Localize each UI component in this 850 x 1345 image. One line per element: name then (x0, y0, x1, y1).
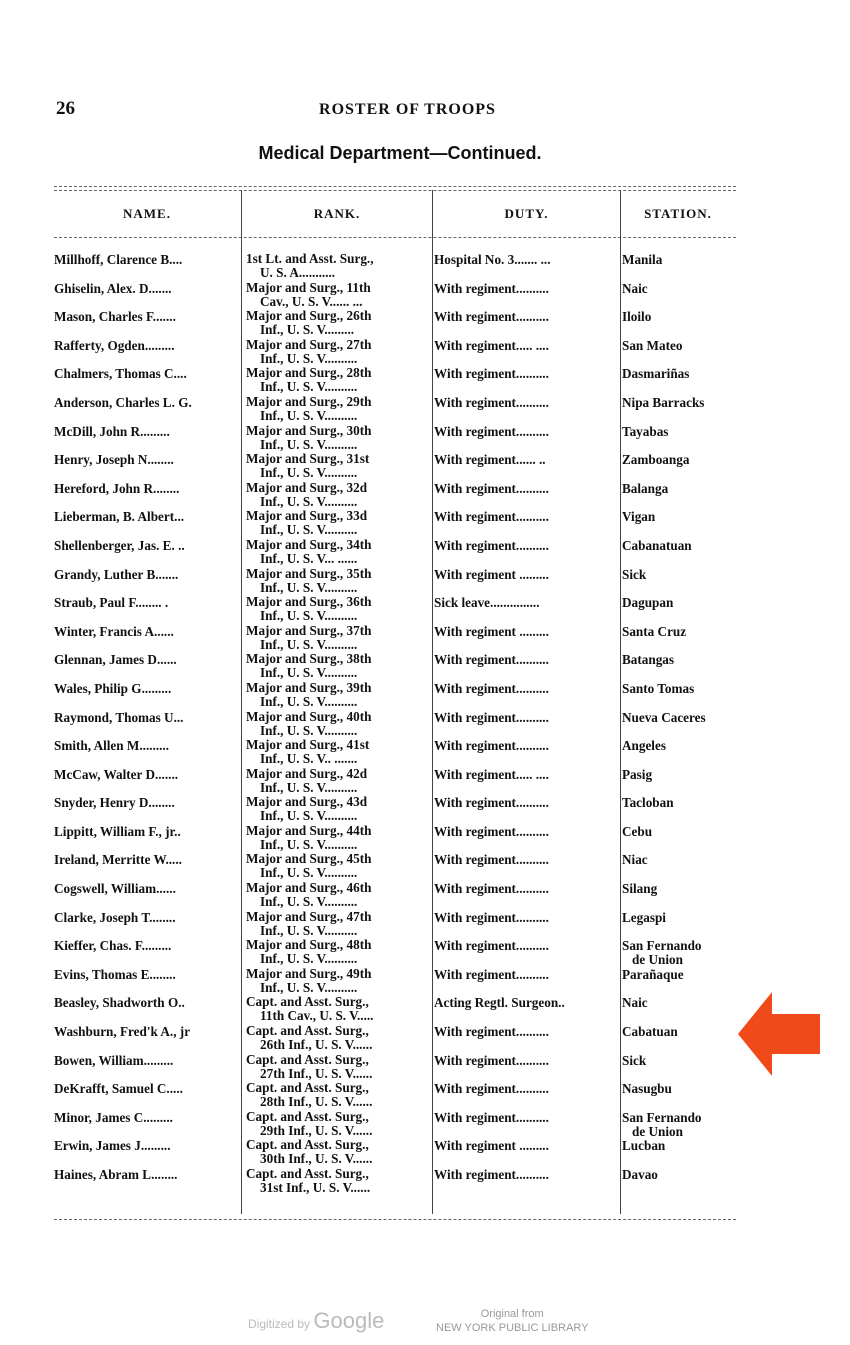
cell-rank (246, 481, 432, 509)
cell-rank (246, 995, 432, 1023)
cell-rank (246, 938, 432, 966)
google-logo: Google (313, 1308, 385, 1333)
cell-station (622, 1168, 754, 1182)
digitized-label: Digitized by (248, 1317, 311, 1331)
rank-line-1: Capt. and Asst. Surg., (246, 1024, 369, 1039)
rank-line-1: Capt. and Asst. Surg., (246, 995, 369, 1010)
table-row (54, 1053, 754, 1082)
station-line-1: Nasugbu (622, 1081, 672, 1097)
cell-rank (246, 710, 432, 738)
station-line-1: Vigan (622, 509, 656, 525)
table-row (54, 567, 754, 596)
rank-line-2: Cav., U. S. V...... ... (260, 293, 363, 309)
table-row (54, 995, 754, 1024)
cell-station (622, 853, 754, 867)
cell-rank (246, 595, 432, 623)
roster-table (54, 252, 754, 1196)
table-row (54, 624, 754, 653)
station-line-1: Cabatuan (622, 1024, 678, 1040)
station-line-2: de Union (632, 952, 683, 968)
running-head: ROSTER OF TROOPS (319, 101, 496, 118)
cell-rank (246, 252, 432, 280)
station-line-1: Tacloban (622, 795, 674, 811)
cell-rank (246, 881, 432, 909)
rank-line-2: 31st Inf., U. S. V...... (260, 1180, 371, 1195)
cell-station (622, 968, 754, 982)
station-line-1: Parañaque (622, 966, 684, 982)
cell-name: Beasley, Shadworth O.. (54, 996, 185, 1011)
station-line-1: Balanga (622, 480, 669, 496)
cell-name: Anderson, Charles L. G. (54, 395, 192, 410)
cell-duty: With regiment.......... (434, 481, 549, 496)
rank-line-1: Major and Surg., 33d (246, 509, 368, 524)
station-line-1: Davao (622, 1167, 658, 1182)
cell-name: Millhoff, Clarence B.... (54, 253, 183, 267)
cell-duty: With regiment..... .... (434, 338, 549, 353)
section-title: Medical Department—Continued. (258, 143, 542, 163)
rank-line-1: Major and Surg., 43d (246, 795, 368, 810)
rank-line-2: Inf., U. S. V.......... (260, 894, 358, 910)
cell-rank (246, 652, 432, 680)
rank-line-2: Inf., U. S. V.. ....... (260, 751, 358, 767)
station-line-1: Dagupan (622, 595, 674, 611)
table-row (54, 881, 754, 910)
cell-station (622, 1025, 754, 1039)
rank-line-2: Inf., U. S. V.......... (260, 579, 358, 595)
cell-rank (246, 967, 432, 995)
rank-line-2: 29th Inf., U. S. V...... (260, 1122, 373, 1138)
rank-line-2: Inf., U. S. V.......... (260, 522, 358, 538)
cell-duty: With regiment.......... (434, 281, 549, 296)
table-row (54, 595, 754, 624)
rank-line-1: Major and Surg., 31st (246, 452, 370, 467)
cell-name: Minor, James C......... (54, 1110, 173, 1125)
rank-line-1: Major and Surg., 32d (246, 480, 368, 495)
rank-line-1: Major and Surg., 11th (246, 280, 371, 295)
cell-duty: With regiment.......... (434, 796, 549, 811)
rank-line-1: Major and Surg., 47th (246, 909, 372, 924)
cell-station (622, 482, 754, 496)
cell-duty: With regiment.......... (434, 510, 549, 525)
original-from-line1: Original from (480, 1308, 544, 1320)
rank-line-2: Inf., U. S. V.......... (260, 407, 358, 423)
rank-line-1: Major and Surg., 30th (246, 423, 372, 438)
rank-line-1: Major and Surg., 44th (246, 823, 372, 838)
column-header-duty: DUTY. (504, 206, 549, 221)
cell-duty: With regiment.......... (434, 910, 549, 925)
cell-rank (246, 1167, 432, 1195)
cell-name: Rafferty, Ogden......... (54, 338, 175, 353)
column-header-name: NAME. (123, 206, 171, 221)
rank-line-1: Major and Surg., 39th (246, 680, 372, 695)
cell-name: Snyder, Henry D........ (54, 796, 175, 811)
cell-station (622, 768, 754, 782)
rank-line-2: Inf., U. S. V.......... (260, 436, 358, 452)
cell-station (622, 1139, 754, 1153)
rank-line-1: Major and Surg., 29th (246, 394, 372, 409)
cell-station (622, 310, 754, 324)
rank-line-1: Major and Surg., 46th (246, 881, 372, 896)
table-row (54, 309, 754, 338)
original-from (436, 1307, 588, 1335)
rank-line-1: Capt. and Asst. Surg., (246, 1138, 369, 1153)
cell-rank (246, 681, 432, 709)
rank-line-2: Inf., U. S. V.......... (260, 865, 358, 881)
rank-line-2: Inf., U. S. V.......... (260, 693, 358, 709)
rank-line-1: Major and Surg., 41st (246, 738, 370, 753)
cell-rank (246, 1081, 432, 1109)
cell-duty: With regiment.......... (434, 739, 549, 754)
cell-duty: With regiment...... .. (434, 453, 546, 468)
cell-duty: With regiment ......... (434, 1139, 549, 1154)
cell-rank (246, 567, 432, 595)
cell-name: Raymond, Thomas U... (54, 710, 184, 725)
table-row (54, 395, 754, 424)
table-row (54, 338, 754, 367)
cell-station (622, 625, 754, 639)
cell-station (622, 510, 754, 524)
cell-duty: With regiment.......... (434, 653, 549, 668)
rank-line-1: Capt. and Asst. Surg., (246, 1109, 369, 1124)
page-number: 26 (56, 98, 75, 119)
cell-name: Hereford, John R........ (54, 481, 180, 496)
column-header-rank: RANK. (313, 206, 361, 221)
station-line-1: San Fernando (622, 1109, 702, 1125)
digitized-by-google (248, 1308, 384, 1334)
cell-duty: With regiment.......... (434, 681, 549, 696)
table-row (54, 681, 754, 710)
table-row (54, 852, 754, 881)
cell-duty: With regiment.......... (434, 1082, 549, 1097)
station-line-1: Cebu (622, 823, 653, 839)
rank-line-1: Major and Surg., 36th (246, 595, 372, 610)
cell-rank (246, 1138, 432, 1166)
cell-rank (246, 852, 432, 880)
table-row (54, 252, 754, 281)
cell-rank (246, 452, 432, 480)
station-line-1: San Mateo (622, 337, 683, 353)
cell-duty: With regiment.......... (434, 967, 549, 982)
table-row (54, 767, 754, 796)
rank-line-2: Inf., U. S. V.......... (260, 608, 358, 624)
cell-station (622, 911, 754, 925)
rank-line-2: 26th Inf., U. S. V...... (260, 1037, 373, 1053)
cell-rank (246, 538, 432, 566)
rank-line-2: 11th Cav., U. S. V..... (260, 1008, 374, 1024)
rank-line-2: Inf., U. S. V.......... (260, 379, 358, 395)
station-line-1: Tayabas (622, 423, 669, 439)
rank-line-1: Capt. and Asst. Surg., (246, 1081, 369, 1096)
station-line-1: Manila (622, 252, 663, 267)
table-row (54, 710, 754, 739)
station-line-1: Niac (622, 852, 648, 868)
station-line-2: de Union (632, 1123, 683, 1139)
cell-rank (246, 509, 432, 537)
cell-name: Erwin, James J......... (54, 1139, 171, 1154)
rank-line-1: Major and Surg., 27th (246, 337, 372, 352)
cell-name: Washburn, Fred'k A., jr (54, 1025, 191, 1040)
station-line-1: Dasmariñas (622, 366, 690, 382)
cell-name: McDill, John R......... (54, 424, 170, 439)
cell-rank (246, 624, 432, 652)
station-line-1: Naic (622, 280, 648, 296)
top-rule-2 (54, 190, 736, 191)
cell-rank (246, 824, 432, 852)
cell-rank (246, 309, 432, 337)
cell-station (622, 367, 754, 381)
cell-duty: With regiment.......... (434, 310, 549, 325)
cell-rank (246, 281, 432, 309)
cell-name: Chalmers, Thomas C.... (54, 367, 187, 382)
cell-station (622, 653, 754, 667)
cell-rank (246, 738, 432, 766)
rank-line-2: 28th Inf., U. S. V...... (260, 1094, 373, 1110)
cell-duty: With regiment..... .... (434, 767, 549, 782)
rank-line-2: Inf., U. S. V.......... (260, 922, 358, 938)
cell-station (622, 425, 754, 439)
cell-name: Clarke, Joseph T........ (54, 910, 176, 925)
rank-line-1: 1st Lt. and Asst. Surg., (246, 252, 374, 266)
table-row (54, 509, 754, 538)
cell-duty: With regiment ......... (434, 567, 549, 582)
cell-name: Mason, Charles F....... (54, 310, 176, 325)
rank-line-2: Inf., U. S. V.......... (260, 779, 358, 795)
cell-rank (246, 424, 432, 452)
cell-station (622, 682, 754, 696)
table-row (54, 938, 754, 967)
cell-name: Wales, Philip G......... (54, 681, 172, 696)
table-row (54, 1024, 754, 1053)
station-line-1: Nipa Barracks (622, 394, 705, 410)
cell-name: Lieberman, B. Albert... (54, 510, 185, 525)
cell-name: McCaw, Walter D....... (54, 767, 179, 782)
station-line-1: Iloilo (622, 309, 652, 325)
cell-duty: Hospital No. 3....... ... (434, 253, 551, 267)
cell-name: Glennan, James D...... (54, 653, 177, 668)
cell-duty: With regiment.......... (434, 824, 549, 839)
cell-name: Haines, Abram L........ (54, 1168, 178, 1182)
cell-name: Kieffer, Chas. F......... (54, 939, 172, 954)
rank-line-1: Major and Surg., 35th (246, 566, 372, 581)
table-row (54, 424, 754, 453)
rank-line-2: Inf., U. S. V.......... (260, 665, 358, 681)
cell-station (622, 1111, 754, 1139)
cell-station (622, 282, 754, 296)
rank-line-2: Inf., U. S. V.......... (260, 979, 358, 995)
rank-line-2: U. S. A........... (260, 265, 336, 280)
cell-station (622, 1082, 754, 1096)
cell-name: Cogswell, William...... (54, 882, 176, 897)
station-line-1: Lucban (622, 1138, 666, 1154)
rank-line-2: 27th Inf., U. S. V...... (260, 1065, 373, 1081)
rank-line-1: Major and Surg., 34th (246, 537, 372, 552)
station-line-1: Sick (622, 1052, 647, 1068)
station-line-1: Silang (622, 881, 658, 897)
table-row (54, 910, 754, 939)
original-from-line2: NEW YORK PUBLIC LIBRARY (436, 1322, 589, 1334)
cell-rank (246, 767, 432, 795)
cell-duty: With regiment ......... (434, 624, 549, 639)
cell-station (622, 739, 754, 753)
cell-rank (246, 338, 432, 366)
cell-duty: With regiment.......... (434, 367, 549, 382)
station-line-1: San Fernando (622, 938, 702, 954)
cell-station (622, 796, 754, 810)
cell-duty: Acting Regtl. Surgeon.. (434, 996, 565, 1011)
table-row (54, 652, 754, 681)
rank-line-2: Inf., U. S. V.......... (260, 722, 358, 738)
table-row (54, 967, 754, 996)
table-row (54, 481, 754, 510)
table-row (54, 795, 754, 824)
rank-line-2: Inf., U. S. V... ...... (260, 550, 358, 566)
cell-duty: With regiment.......... (434, 1053, 549, 1068)
cell-station (622, 1054, 754, 1068)
station-line-1: Sick (622, 566, 647, 582)
rank-line-2: Inf., U. S. V.......... (260, 636, 358, 652)
column-header-station: STATION. (644, 206, 712, 221)
cell-duty: With regiment.......... (434, 424, 549, 439)
station-line-1: Nueva Caceres (622, 709, 706, 725)
cell-rank (246, 910, 432, 938)
rank-line-1: Major and Surg., 48th (246, 938, 372, 953)
station-line-1: Zamboanga (622, 452, 690, 468)
arrow-left-icon (738, 992, 820, 1076)
cell-duty: With regiment.......... (434, 939, 549, 954)
station-line-1: Angeles (622, 738, 666, 754)
cell-rank (246, 366, 432, 394)
cell-rank (246, 1024, 432, 1052)
cell-duty: With regiment.......... (434, 1168, 549, 1182)
table-row (54, 738, 754, 767)
rank-line-1: Capt. and Asst. Surg., (246, 1052, 369, 1067)
station-line-1: Naic (622, 995, 648, 1011)
cell-station (622, 939, 754, 967)
rank-line-1: Major and Surg., 40th (246, 709, 372, 724)
rank-line-2: Inf., U. S. V......... (260, 322, 355, 338)
table-row (54, 452, 754, 481)
cell-station (622, 453, 754, 467)
station-line-1: Santa Cruz (622, 623, 687, 639)
station-line-1: Legaspi (622, 909, 666, 925)
station-line-1: Santo Tomas (622, 680, 695, 696)
rank-line-2: Inf., U. S. V.......... (260, 350, 358, 366)
cell-duty: With regiment.......... (434, 853, 549, 868)
cell-name: Ireland, Merritte W..... (54, 853, 182, 868)
rank-line-1: Major and Surg., 49th (246, 966, 372, 981)
table-row (54, 1081, 754, 1110)
table-row (54, 1167, 754, 1196)
cell-name: Lippitt, William F., jr.. (54, 824, 181, 839)
cell-station (622, 539, 754, 553)
station-line-1: Cabanatuan (622, 537, 692, 553)
cell-name: Grandy, Luther B....... (54, 567, 179, 582)
table-row (54, 824, 754, 853)
rank-line-1: Major and Surg., 42d (246, 766, 368, 781)
cell-station (622, 825, 754, 839)
cell-name: Shellenberger, Jas. E. .. (54, 538, 185, 553)
top-rule (54, 186, 736, 187)
cell-rank (246, 1053, 432, 1081)
cell-duty: With regiment.......... (434, 538, 549, 553)
rank-line-2: Inf., U. S. V.......... (260, 836, 358, 852)
cell-name: Ghiselin, Alex. D....... (54, 281, 172, 296)
cell-duty: Sick leave............... (434, 596, 540, 611)
table-row (54, 1138, 754, 1167)
cell-station (622, 596, 754, 610)
header-rule (54, 237, 736, 238)
cell-station (622, 711, 754, 725)
rank-line-1: Major and Surg., 26th (246, 309, 372, 324)
cell-station (622, 396, 754, 410)
cell-duty: With regiment.......... (434, 882, 549, 897)
table-row (54, 1110, 754, 1139)
station-line-1: Pasig (622, 766, 653, 782)
rank-line-2: Inf., U. S. V.......... (260, 808, 358, 824)
bottom-rule (54, 1219, 736, 1220)
cell-name: Smith, Allen M......... (54, 739, 170, 754)
cell-rank (246, 795, 432, 823)
table-row (54, 281, 754, 310)
cell-name: Bowen, William......... (54, 1053, 174, 1068)
cell-name: Henry, Joseph N........ (54, 453, 174, 468)
cell-rank (246, 395, 432, 423)
cell-name: Winter, Francis A...... (54, 624, 174, 639)
station-line-1: Batangas (622, 652, 675, 668)
cell-name: DeKrafft, Samuel C..... (54, 1082, 183, 1097)
cell-station (622, 996, 754, 1010)
cell-station (622, 882, 754, 896)
cell-station (622, 253, 754, 267)
table-row (54, 538, 754, 567)
table-row (54, 366, 754, 395)
cell-name: Evins, Thomas E........ (54, 967, 176, 982)
cell-duty: With regiment.......... (434, 710, 549, 725)
cell-duty: With regiment.......... (434, 395, 549, 410)
rank-line-2: Inf., U. S. V.......... (260, 493, 358, 509)
cell-duty: With regiment.......... (434, 1110, 549, 1125)
rank-line-2: 30th Inf., U. S. V...... (260, 1151, 373, 1167)
rank-line-1: Major and Surg., 28th (246, 366, 372, 381)
rank-line-1: Major and Surg., 37th (246, 623, 372, 638)
cell-rank (246, 1110, 432, 1138)
rank-line-2: Inf., U. S. V.......... (260, 465, 358, 481)
cell-station (622, 339, 754, 353)
rank-line-2: Inf., U. S. V.......... (260, 951, 358, 967)
rank-line-1: Major and Surg., 38th (246, 652, 372, 667)
cell-duty: With regiment.......... (434, 1025, 549, 1040)
cell-station (622, 568, 754, 582)
cell-name: Straub, Paul F........ . (54, 596, 169, 611)
rank-line-1: Capt. and Asst. Surg., (246, 1167, 369, 1181)
rank-line-1: Major and Surg., 45th (246, 852, 372, 867)
